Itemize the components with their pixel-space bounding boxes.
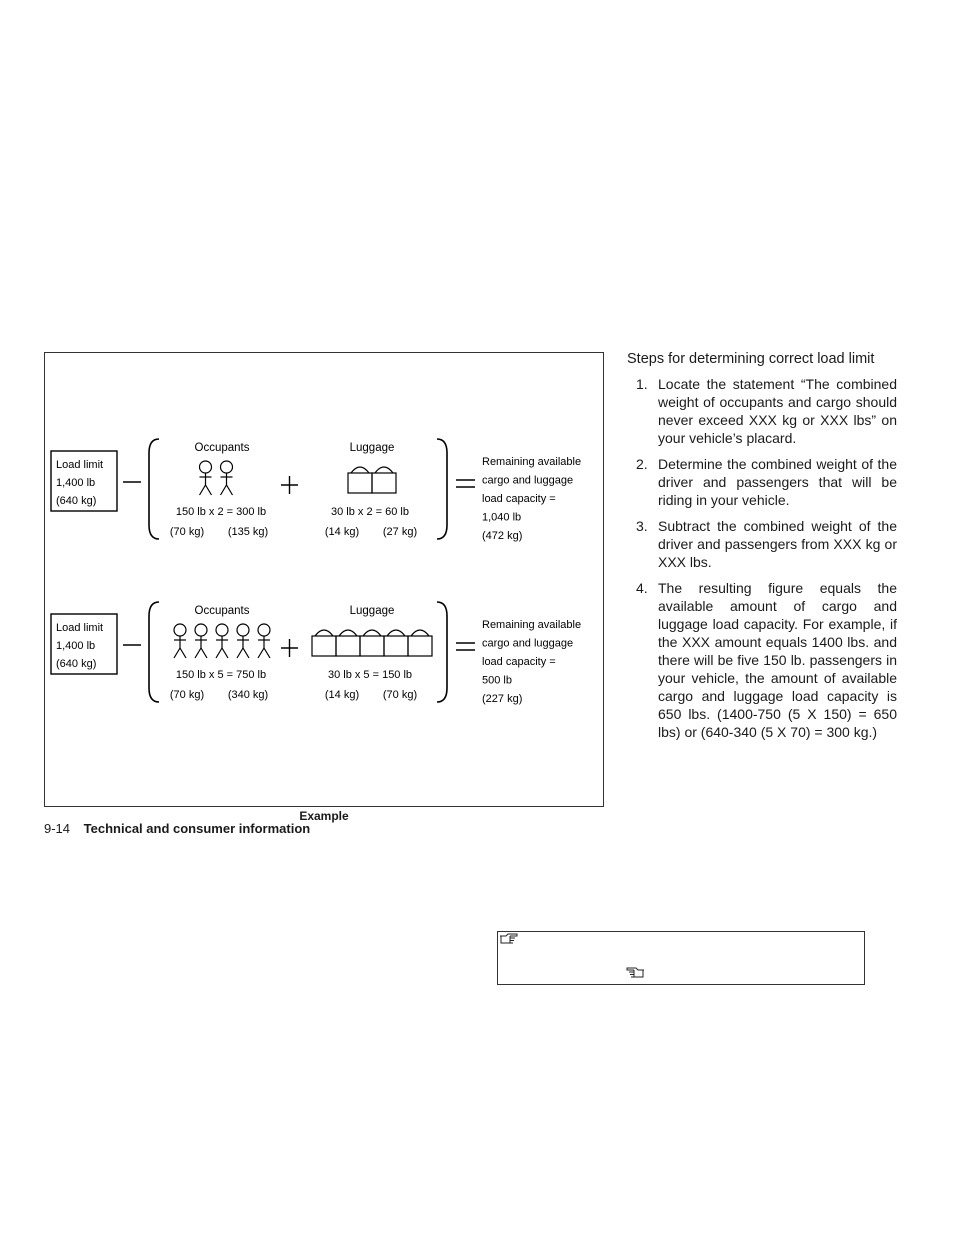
step-text: Determine the combined weight of the driver and passengers that will be riding in your vehicle. (658, 456, 897, 508)
load-limit-text: 1,400 lb (56, 640, 96, 652)
luggage-kg-total: (70 kg) (382, 689, 418, 701)
step-number: 2. (636, 456, 648, 472)
luggage-calculation: 30 lb x 5 = 150 lb (327, 669, 413, 681)
remaining-capacity-text: (227 kg) (482, 693, 523, 705)
remaining-capacity-text: Remaining available (482, 619, 582, 631)
right-bracket (437, 439, 447, 539)
remaining-capacity-text: Remaining available (482, 456, 582, 468)
note-box (497, 931, 865, 985)
occupant-figure (258, 624, 270, 658)
occupant-figure (200, 461, 212, 495)
load-limit-steps (627, 350, 897, 749)
right-bracket (437, 602, 447, 702)
load-limit-example-figure (44, 352, 604, 807)
load-limit-text: Load limit (56, 622, 104, 634)
step-item (627, 579, 897, 741)
pointing-hand-right-icon (499, 933, 519, 945)
figure-caption: Example (299, 809, 349, 823)
load-limit-text: 1,400 lb (56, 477, 96, 489)
luggage-bag (348, 467, 372, 493)
luggage-bag (336, 630, 360, 656)
load-limit-diagram (45, 353, 605, 808)
luggage-bag (408, 630, 432, 656)
step-item (627, 375, 897, 447)
remaining-capacity-text: 500 lb (482, 674, 512, 687)
load-limit-text: (640 kg) (56, 658, 97, 670)
step-item (627, 517, 897, 571)
page-number: 9-14 (44, 821, 71, 836)
load-limit-text: Load limit (56, 459, 104, 471)
step-number: 3. (636, 518, 648, 534)
occupant-figure (195, 624, 207, 658)
luggage-kg-each: (14 kg) (324, 689, 360, 701)
occupant-figure (174, 624, 186, 658)
occupants-heading: Occupants (194, 442, 250, 454)
steps-list (627, 375, 897, 741)
luggage-bag (312, 630, 336, 656)
luggage-kg-total: (27 kg) (382, 526, 418, 538)
occupant-kg-each: (70 kg) (169, 526, 205, 538)
luggage-kg-each: (14 kg) (324, 526, 360, 538)
step-item (627, 455, 897, 509)
load-limit-text: (640 kg) (56, 495, 97, 507)
occupant-kg-total: (135 kg) (227, 526, 269, 538)
occupant-calculation: 150 lb x 2 = 300 lb (175, 506, 267, 518)
remaining-capacity-text: load capacity = (482, 656, 556, 668)
occupants-heading: Occupants (194, 605, 250, 617)
steps-heading: Steps for determining correct load limit (627, 351, 875, 367)
luggage-heading: Luggage (349, 605, 395, 617)
luggage-heading: Luggage (349, 442, 395, 454)
luggage-calculation: 30 lb x 2 = 60 lb (331, 506, 409, 518)
step-text: Locate the statement “The combined weight of occupants and cargo should never exceed XXX kg or XXX lbs” on your vehicle’s placard. (658, 376, 897, 446)
luggage-bag (372, 467, 396, 493)
step-number: 1. (636, 376, 648, 392)
occupant-calculation: 150 lb x 5 = 750 lb (175, 669, 267, 681)
remaining-capacity-text: cargo and luggage (482, 474, 574, 487)
remaining-capacity-text: cargo and luggage (482, 637, 574, 650)
luggage-bag (360, 630, 384, 656)
step-text: The resulting figure equals the available amount of cargo and luggage load capacity. For example, if the XXX amount equals 1400 lbs. and there will be five 150 lb. passengers in your vehicle, the amount of available cargo and luggage load capacity is 650 lbs. (1400-750 (5 X 150) = 650 lbs) or (640-340 (5 X 70) = 300 kg.) (658, 580, 897, 740)
remaining-capacity-text: (472 kg) (482, 530, 523, 542)
occupant-figure (221, 461, 233, 495)
occupant-figure (216, 624, 228, 658)
pointing-hand-left-icon (625, 967, 645, 979)
remaining-capacity-text: load capacity = (482, 493, 556, 505)
occupant-kg-each: (70 kg) (169, 689, 205, 701)
page-footer (44, 821, 310, 836)
step-number: 4. (636, 580, 648, 596)
remaining-capacity-text: 1,040 lb (482, 511, 522, 524)
section-title: Technical and consumer information (83, 821, 311, 836)
left-bracket (149, 602, 159, 702)
occupant-kg-total: (340 kg) (227, 689, 269, 701)
step-text: Subtract the combined weight of the driver and passengers from XXX kg or XXX lbs. (658, 518, 897, 570)
left-bracket (149, 439, 159, 539)
occupant-figure (237, 624, 249, 658)
luggage-bag (384, 630, 408, 656)
